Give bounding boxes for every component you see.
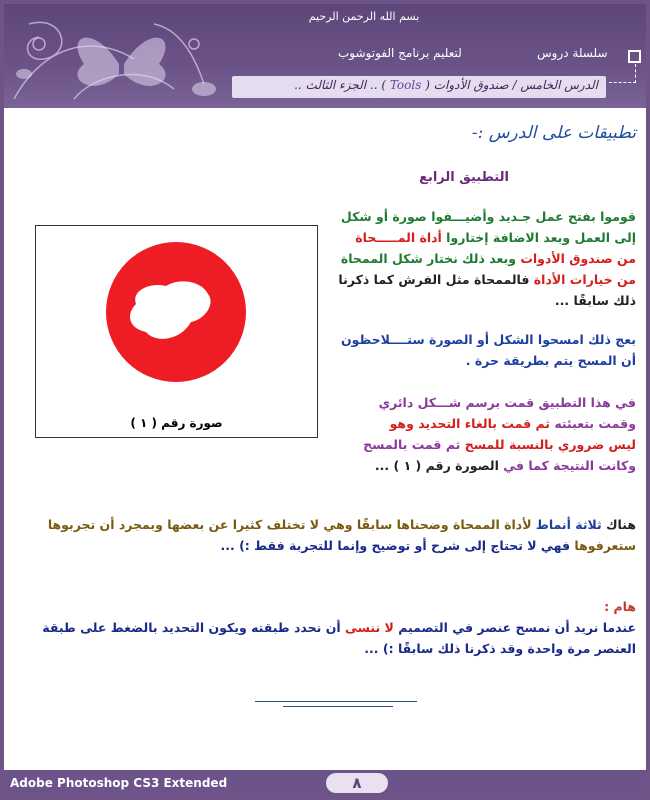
footer-bar <box>4 770 646 796</box>
lesson-suffix: ) .. الجزء الثالث .. <box>294 78 386 92</box>
main-content <box>4 108 646 770</box>
erased-area-shape <box>106 242 246 382</box>
lesson-prefix: الدرس الخامس / صندوق الأدوات ( <box>425 78 598 92</box>
paragraph-1: قوموا بفتح عمل جـديد وأضيـــفوا صورة أو شكل إلى العمل وبعد الاضافة إختاروا أداة المـــــحاة من صندوق الأدوات وبعد ذلك نختار شكل الممحاة من خيارات الأداة فالممحاة مثل الفرش كما ذكرنا ذلك سابقًا ... <box>338 209 636 308</box>
figure-image-1 <box>35 225 318 438</box>
series-label: سلسلة دروس <box>537 46 608 60</box>
paragraph-3: في هذا التطبيق قمت برسم شـــكل دائري وقمت بتعبئته ثم قمت بالغاء التحديد وهو ليس ضروري بالنسبة للمسح ثم قمت بالمسح وكانت النتيجة كما في الصورة رقم ( ١ ) ... <box>363 395 636 473</box>
page-number-badge: ٨ <box>326 773 388 793</box>
lesson-tools: Tools <box>386 78 426 92</box>
checkbox-square-icon <box>628 50 641 63</box>
application-title: التطبيق الرابع <box>419 170 509 185</box>
butterfly-flourish-icon <box>4 4 234 108</box>
paragraph-2: بعج ذلك امسحوا الشكل أو الصورة ستــــلاحظون أن المسح يتم بطريقة حرة . <box>340 332 636 368</box>
basmala-text: بسم الله الرحمن الرحيم <box>308 10 420 23</box>
section-title: تطبيقات على الدرس :- <box>471 123 636 143</box>
figure-caption: صورة رقم ( ١ ) <box>130 416 223 430</box>
series-subtitle: لتعليم برنامج الفوتوشوب <box>338 46 462 60</box>
lesson-breadcrumb <box>232 76 606 98</box>
decorative-divider <box>255 699 417 713</box>
paragraph-5: هام : عندما نريد أن نمسح عنصر في التصميم لا ننسى أن نحدد طبقته ويكون التحديد بالضغط على طبقة العنصر مرة واحدة وقد ذكرنا ذلك سابقًا :) ... <box>11 596 636 659</box>
dashed-connector <box>609 64 636 83</box>
red-circle-shape <box>106 242 246 382</box>
paragraph-4: هناك ثلاثة أنماط لأداة الممحاة وضحناها سابقًا وهي لا تختلف كثيرا عن بعضها وبمجرد أن تجربوها ستعرفوها فهي لا تحتاج إلى شرح أو توضيح وإنما للتجربة فقط :) ... <box>47 517 636 553</box>
important-heading: هام : <box>604 599 636 614</box>
header-banner <box>4 4 646 108</box>
footer-app-name: Adobe Photoshop CS3 Extended <box>10 776 228 790</box>
